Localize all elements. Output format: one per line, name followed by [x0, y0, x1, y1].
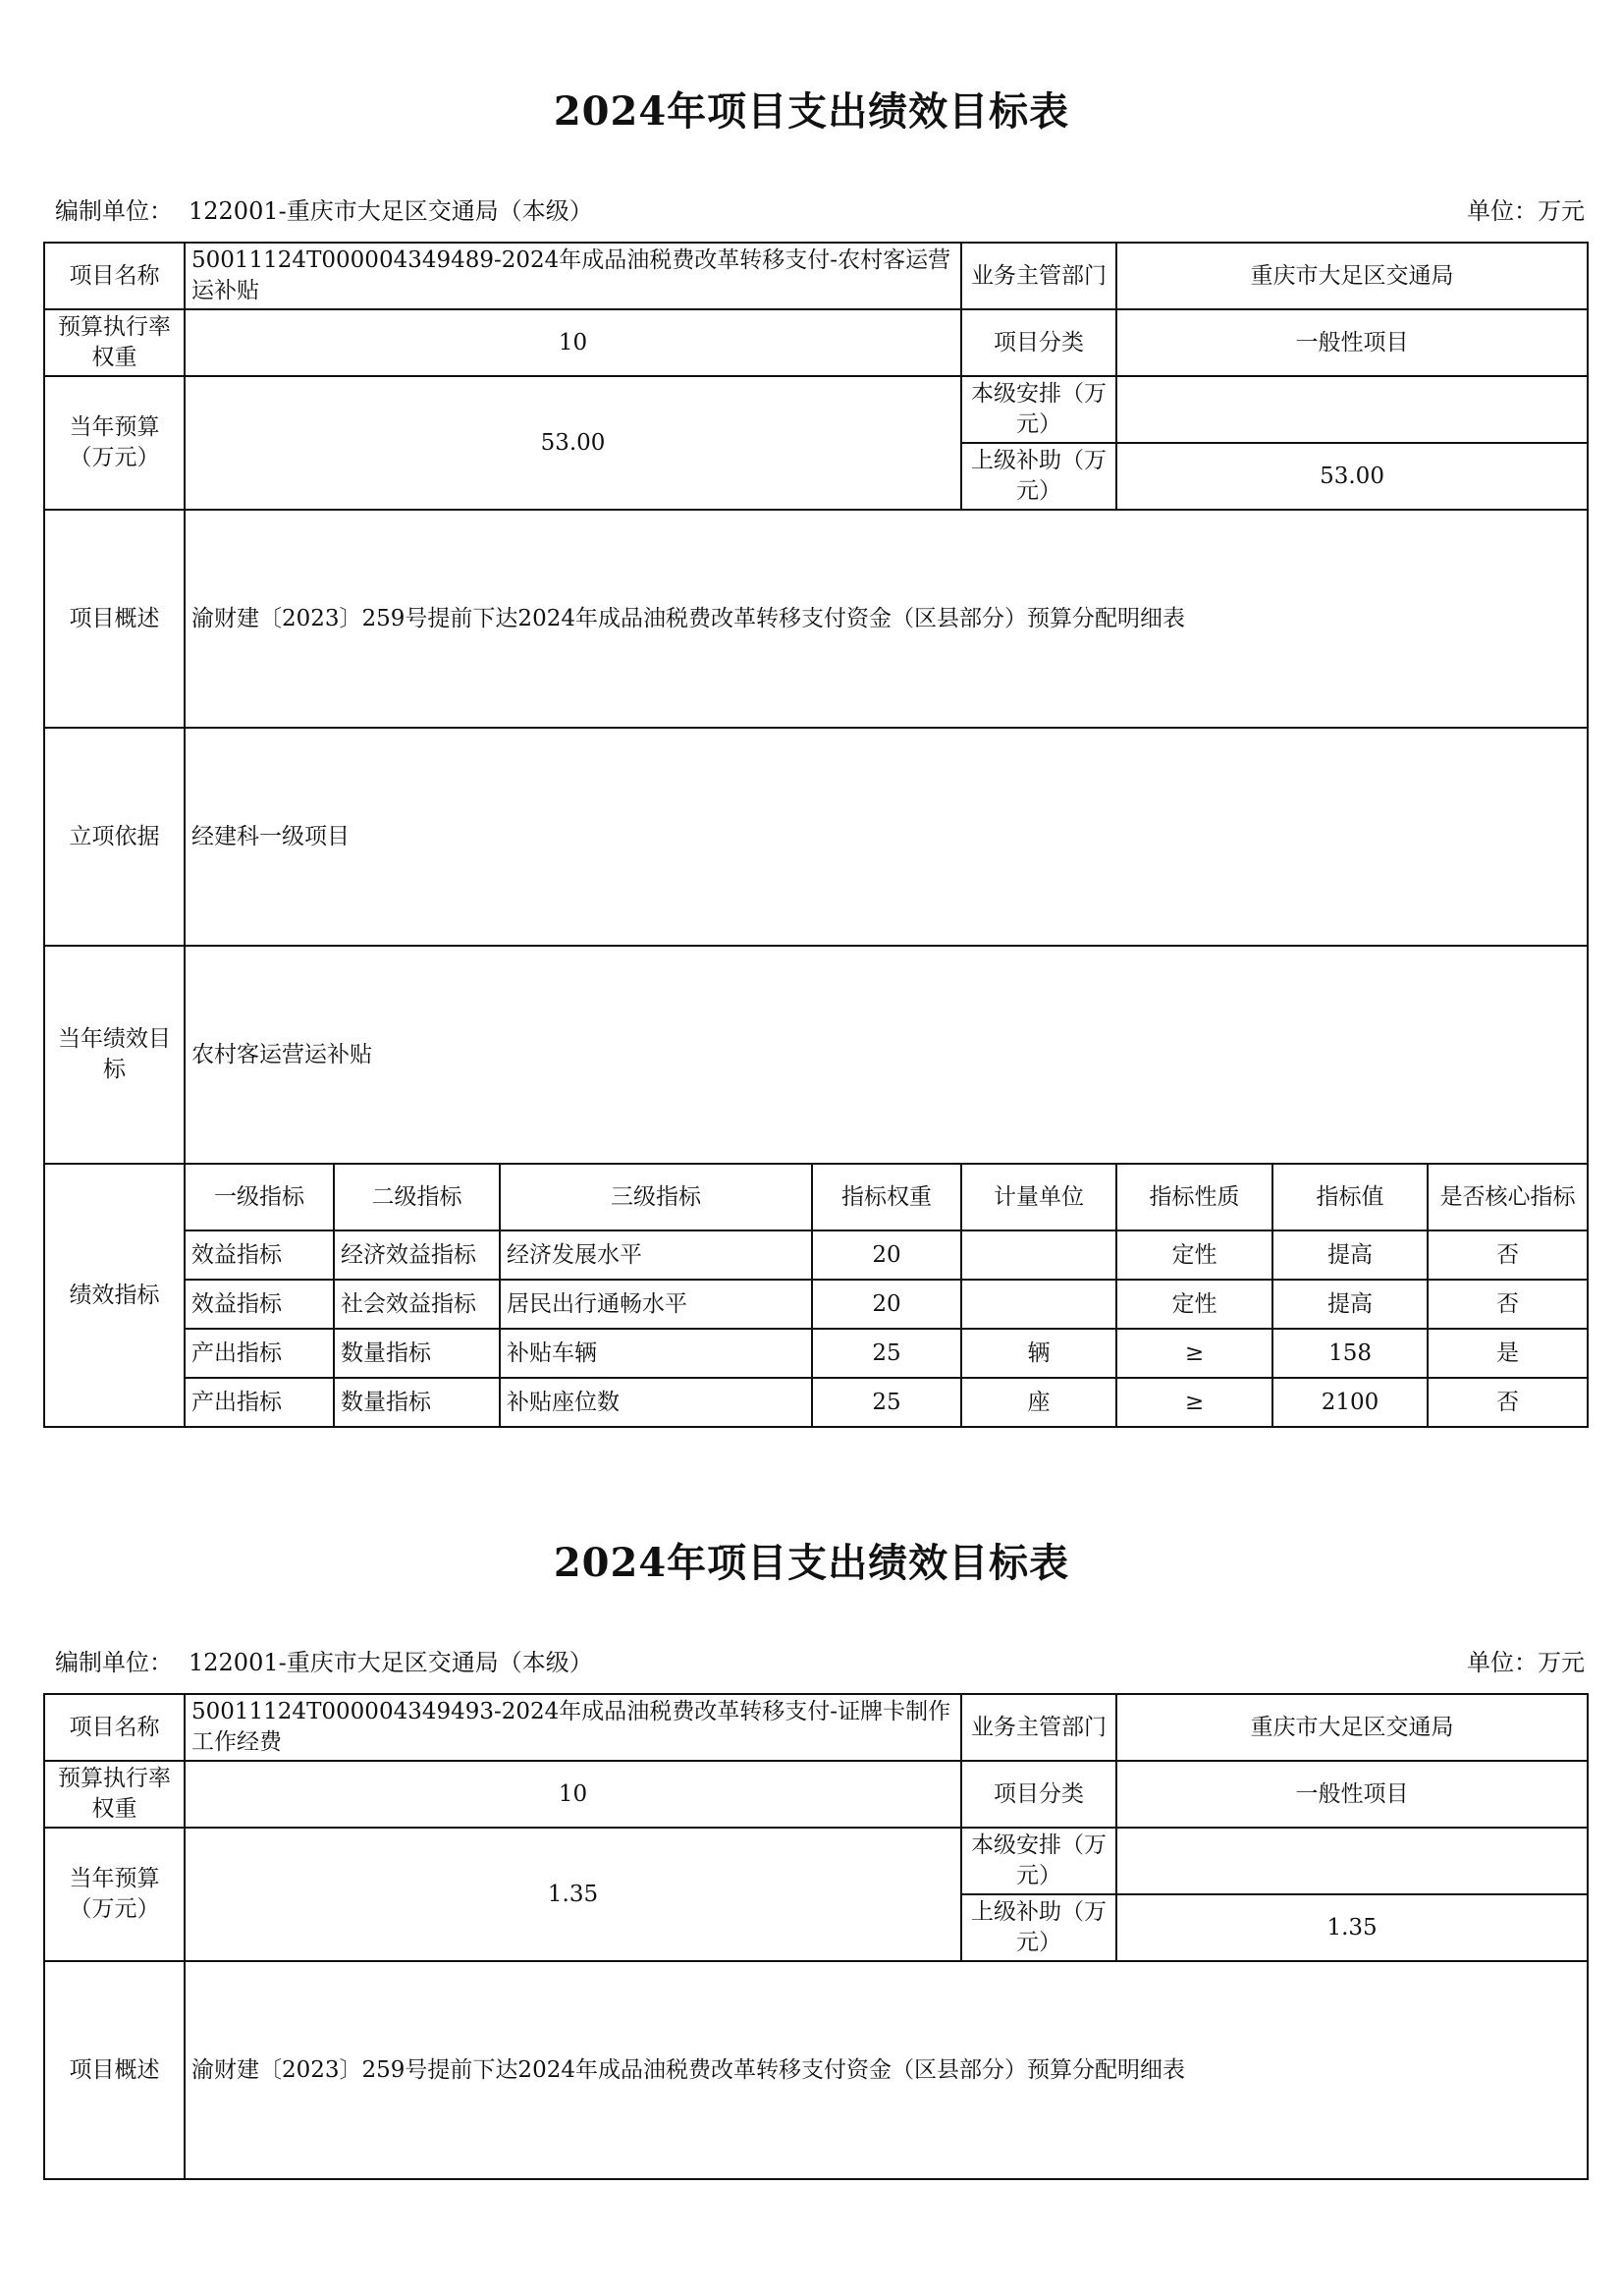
- value-budget-weight: 10: [185, 309, 961, 376]
- value-project-name: 50011124T000004349489-2024年成品油税费改革转移支付-农村客运营运补贴: [185, 243, 961, 309]
- cell-core: 是: [1428, 1329, 1588, 1378]
- cell-level1: 效益指标: [185, 1280, 334, 1329]
- label-category: 项目分类: [961, 1761, 1116, 1828]
- value-overview: 渝财建〔2023〕259号提前下达2024年成品油税费改革转移支付资金（区县部分）预算分配明细表: [185, 1961, 1588, 2179]
- cell-level3: 补贴车辆: [500, 1329, 812, 1378]
- unit-text: 单位：万元: [1467, 1649, 1585, 1676]
- row-overview: [44, 1961, 1588, 2179]
- label-category: 项目分类: [961, 309, 1116, 376]
- cell-core: 否: [1428, 1378, 1588, 1427]
- row-overview: [44, 510, 1588, 728]
- label-annual-budget: 当年预算（万元）: [44, 376, 185, 510]
- label-overview: 项目概述: [44, 1961, 185, 2179]
- sheet-meta: [55, 1643, 1585, 1676]
- value-annual-goal: 农村客运营运补贴: [185, 946, 1588, 1164]
- row-annual-budget: [44, 1828, 1588, 1894]
- cell-value: 提高: [1272, 1280, 1428, 1329]
- label-overview: 项目概述: [44, 510, 185, 728]
- cell-nature: 定性: [1116, 1280, 1272, 1329]
- sheet-meta: [55, 191, 1585, 225]
- cell-weight: 25: [812, 1378, 961, 1427]
- label-project-name: 项目名称: [44, 1694, 185, 1761]
- cell-value: 提高: [1272, 1230, 1428, 1280]
- col-header-nature: 指标性质: [1116, 1164, 1272, 1230]
- org-line: [55, 1643, 593, 1677]
- unit-text: 单位：万元: [1467, 197, 1585, 225]
- col-header-unit: 计量单位: [961, 1164, 1116, 1230]
- org-value: 122001-重庆市大足区交通局（本级）: [189, 197, 593, 225]
- org-label: 编制单位：: [55, 197, 173, 225]
- label-local-arrange: 本级安排（万元）: [961, 1828, 1116, 1894]
- label-superior-subsidy: 上级补助（万元）: [961, 1894, 1116, 1961]
- label-superior-subsidy: 上级补助（万元）: [961, 443, 1116, 510]
- label-dept: 业务主管部门: [961, 1694, 1116, 1761]
- value-local-arrange: [1116, 1828, 1588, 1894]
- indicator-header-row: [44, 1164, 1588, 1230]
- row-budget-weight: [44, 309, 1588, 376]
- value-annual-budget: 1.35: [185, 1828, 961, 1961]
- label-budget-weight: 预算执行率权重: [44, 309, 185, 376]
- value-category: 一般性项目: [1116, 309, 1588, 376]
- cell-value: 158: [1272, 1329, 1428, 1378]
- value-superior-subsidy: 53.00: [1116, 443, 1588, 510]
- performance-table: [43, 242, 1589, 1428]
- row-project-name: [44, 1694, 1588, 1761]
- cell-level1: 效益指标: [185, 1230, 334, 1280]
- label-dept: 业务主管部门: [961, 243, 1116, 309]
- table-row: [44, 1230, 1588, 1280]
- cell-nature: 定性: [1116, 1230, 1272, 1280]
- org-line: [55, 191, 593, 226]
- label-basis: 立项依据: [44, 728, 185, 946]
- cell-level2: 社会效益指标: [334, 1280, 500, 1329]
- org-value: 122001-重庆市大足区交通局（本级）: [189, 1649, 593, 1676]
- label-indicators: 绩效指标: [44, 1164, 185, 1427]
- table-row: [44, 1280, 1588, 1329]
- cell-value: 2100: [1272, 1378, 1428, 1427]
- cell-level3: 补贴座位数: [500, 1378, 812, 1427]
- value-project-name: 50011124T000004349493-2024年成品油税费改革转移支付-证牌卡制作工作经费: [185, 1694, 961, 1761]
- cell-core: 否: [1428, 1280, 1588, 1329]
- col-header-level3: 三级指标: [500, 1164, 812, 1230]
- cell-unit: [961, 1230, 1116, 1280]
- table-row: [44, 1329, 1588, 1378]
- cell-weight: 25: [812, 1329, 961, 1378]
- col-header-level1: 一级指标: [185, 1164, 334, 1230]
- col-header-weight: 指标权重: [812, 1164, 961, 1230]
- cell-level2: 数量指标: [334, 1329, 500, 1378]
- col-header-core: 是否核心指标: [1428, 1164, 1588, 1230]
- cell-nature: ≥: [1116, 1378, 1272, 1427]
- org-label: 编制单位：: [55, 1649, 173, 1676]
- cell-level1: 产出指标: [185, 1378, 334, 1427]
- cell-level2: 经济效益指标: [334, 1230, 500, 1280]
- value-dept: 重庆市大足区交通局: [1116, 1694, 1588, 1761]
- sheet-title: 2024年项目支出绩效目标表: [553, 88, 1070, 135]
- row-annual-budget: [44, 376, 1588, 443]
- value-local-arrange: [1116, 376, 1588, 443]
- row-annual-goal: [44, 946, 1588, 1164]
- cell-unit: [961, 1280, 1116, 1329]
- cell-weight: 20: [812, 1280, 961, 1329]
- sheet-title: 2024年项目支出绩效目标表: [553, 1540, 1070, 1586]
- cell-level3: 经济发展水平: [500, 1230, 812, 1280]
- value-overview: 渝财建〔2023〕259号提前下达2024年成品油税费改革转移支付资金（区县部分）预算分配明细表: [185, 510, 1588, 728]
- label-annual-budget: 当年预算（万元）: [44, 1828, 185, 1961]
- value-dept: 重庆市大足区交通局: [1116, 243, 1588, 309]
- row-basis: [44, 728, 1588, 946]
- label-project-name: 项目名称: [44, 243, 185, 309]
- cell-level3: 居民出行通畅水平: [500, 1280, 812, 1329]
- value-budget-weight: 10: [185, 1761, 961, 1828]
- value-annual-budget: 53.00: [185, 376, 961, 510]
- value-basis: 经建科一级项目: [185, 728, 1588, 946]
- col-header-value: 指标值: [1272, 1164, 1428, 1230]
- label-budget-weight: 预算执行率权重: [44, 1761, 185, 1828]
- cell-weight: 20: [812, 1230, 961, 1280]
- cell-unit: 座: [961, 1378, 1116, 1427]
- performance-table: [43, 1693, 1589, 2180]
- cell-nature: ≥: [1116, 1329, 1272, 1378]
- table-row: [44, 1378, 1588, 1427]
- cell-level1: 产出指标: [185, 1329, 334, 1378]
- label-annual-goal: 当年绩效目标: [44, 946, 185, 1164]
- cell-level2: 数量指标: [334, 1378, 500, 1427]
- cell-core: 否: [1428, 1230, 1588, 1280]
- value-superior-subsidy: 1.35: [1116, 1894, 1588, 1961]
- row-budget-weight: [44, 1761, 1588, 1828]
- row-project-name: [44, 243, 1588, 309]
- col-header-level2: 二级指标: [334, 1164, 500, 1230]
- value-category: 一般性项目: [1116, 1761, 1588, 1828]
- cell-unit: 辆: [961, 1329, 1116, 1378]
- label-local-arrange: 本级安排（万元）: [961, 376, 1116, 443]
